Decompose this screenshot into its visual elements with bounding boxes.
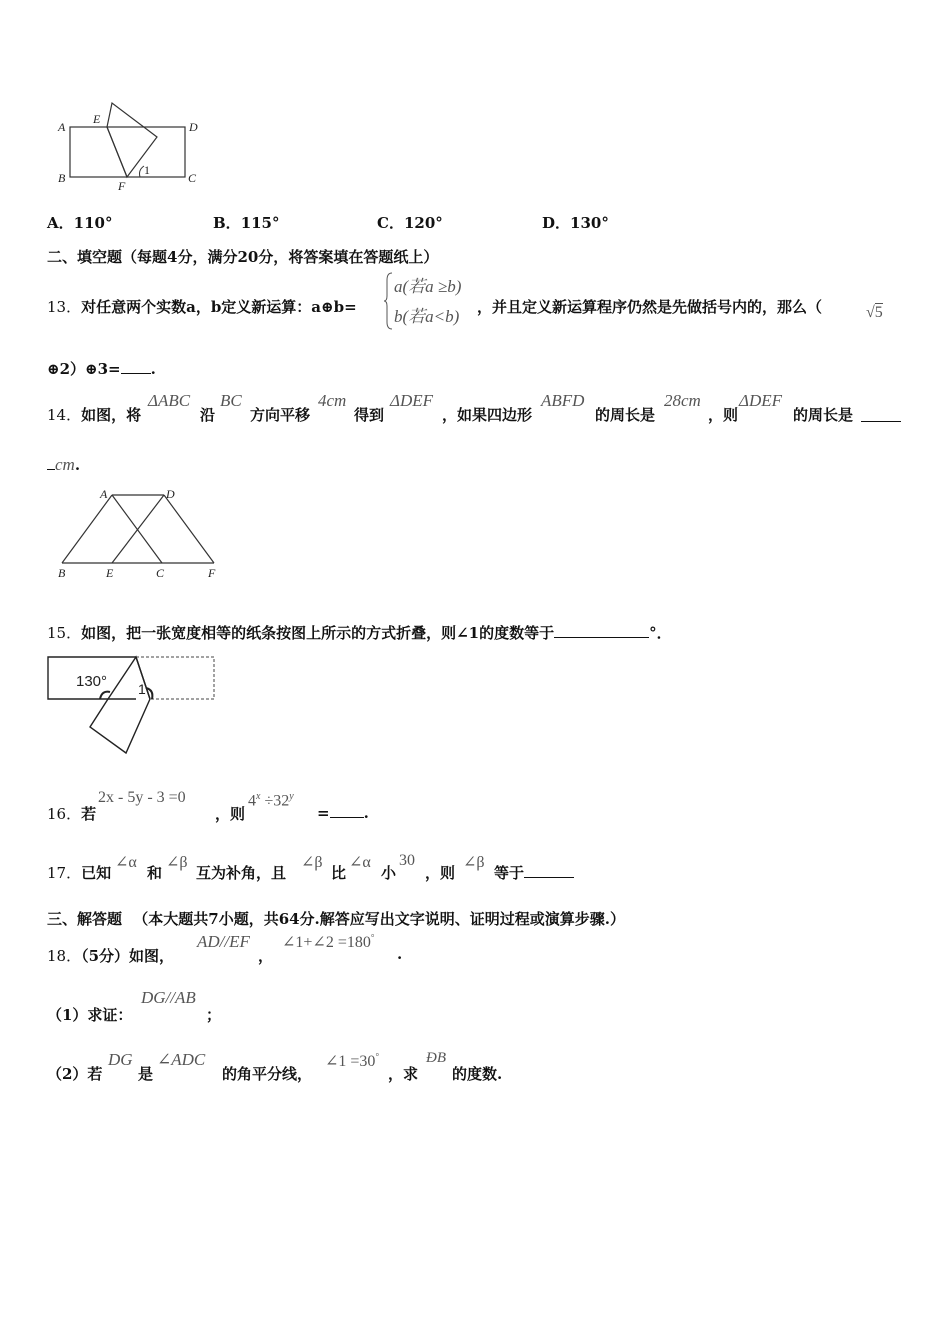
- q16-end: .: [363, 804, 369, 822]
- figure-translated-triangles: [52, 485, 232, 585]
- q14-t1: 如图，将: [81, 406, 142, 424]
- q18-m2: [282, 932, 374, 952]
- q15-number: 15．: [47, 624, 82, 642]
- q18-end: .: [397, 945, 403, 963]
- q14-t7: ，则: [708, 406, 739, 424]
- angle-1-label: 1: [138, 681, 146, 697]
- sqrt-icon: √: [866, 304, 875, 321]
- q17-alpha-2: ∠α: [349, 854, 371, 871]
- q16-exp2: y: [289, 791, 294, 802]
- q14-end: .: [74, 456, 81, 474]
- q18-part2-m1: DG: [108, 1050, 133, 1069]
- q16-number: 16．: [47, 805, 82, 823]
- q16-line: [47, 803, 96, 824]
- q13-case-1: a(若a ≥b): [394, 277, 462, 296]
- q18-m1: AD//EF: [197, 932, 250, 951]
- label-c: C: [156, 566, 165, 580]
- q17-line: [47, 862, 111, 883]
- q18-part2-t4: 的度数.: [452, 1065, 503, 1083]
- q17-number: 17．: [47, 864, 82, 882]
- label-a: A: [58, 120, 66, 134]
- q16-equation: 2x - 5y - 3 =0: [98, 789, 186, 806]
- q17-tail: [494, 862, 574, 883]
- q14-m3: 4cm: [318, 391, 347, 410]
- degree-icon: °: [375, 1051, 380, 1062]
- option-a-value: 110°: [73, 214, 113, 232]
- q17-t5: 小: [381, 864, 397, 882]
- q17-beta: ∠β: [166, 854, 188, 871]
- q13-text-a: 对任意两个实数a，b定义新运算：a⊕b=: [81, 298, 357, 316]
- fold-crease: [107, 127, 127, 177]
- q16-div: ÷32: [264, 792, 290, 810]
- option-b-letter: B．: [213, 214, 241, 232]
- q18-part1-math: DG//AB: [141, 988, 196, 1007]
- q17-beta-3: ∠β: [463, 854, 485, 871]
- label-d: D: [189, 120, 198, 134]
- q15-text: 如图，把一张宽度相等的纸条按图上所示的方式折叠，则∠1的度数等于: [81, 624, 555, 642]
- option-a-letter: A．: [47, 214, 74, 232]
- q13-text-c: ⊕2）⊕3=: [47, 360, 121, 378]
- q14-answer-blank-2[interactable]: [47, 455, 55, 470]
- q16-equals: =: [317, 804, 330, 822]
- q13-text-b: ，并且定义新运算程序仍然是先做括号内的，那么（: [477, 298, 823, 316]
- q18-part1-label: （1）求证：: [47, 1006, 133, 1024]
- q14-t3: 方向平移: [250, 406, 311, 424]
- q15-line: [47, 622, 672, 643]
- section-2-title: 二、填空题（每题4分，满分20分，将答案填在答题纸上）: [47, 248, 439, 266]
- figure-rectangle-fold: [52, 100, 212, 200]
- q18-number: 18．: [47, 947, 82, 965]
- option-b-value: 115°: [240, 214, 280, 232]
- q14-t5: ，如果四边形: [442, 406, 533, 424]
- q17-beta-2: ∠β: [301, 854, 323, 871]
- q17-30: 30: [399, 852, 415, 869]
- label-b: B: [58, 171, 66, 185]
- q14-t2: 沿: [200, 406, 216, 424]
- label-e: E: [93, 112, 101, 126]
- q14-m6: 28cm: [664, 391, 701, 410]
- q14-m2: BC: [220, 391, 242, 410]
- q13-brace: [384, 272, 394, 330]
- q18-part2-t1: 是: [138, 1065, 154, 1083]
- label-d: D: [166, 487, 175, 501]
- q14-answer-blank-1[interactable]: [861, 421, 901, 422]
- q14-m1: ΔABC: [148, 391, 191, 410]
- q18-part2-label: （2）若: [47, 1065, 103, 1083]
- q14-number: 14．: [47, 406, 82, 424]
- q14-unit: cm: [55, 455, 75, 474]
- section-3-title: 三、解答题: [47, 910, 123, 928]
- option-d-letter: D．: [542, 214, 571, 232]
- q14-line2: [47, 455, 80, 475]
- option-a: [47, 212, 112, 233]
- line-ab: [62, 495, 112, 563]
- label-1: 1: [144, 163, 150, 177]
- section-3-heading: [47, 908, 625, 929]
- q13-end: .: [150, 360, 156, 378]
- line-df: [164, 495, 214, 563]
- option-d-value: 130°: [570, 214, 609, 232]
- q16-exp1: x: [256, 791, 261, 802]
- option-c-letter: C．: [377, 214, 404, 232]
- q15-answer-blank[interactable]: [554, 623, 649, 638]
- q17-t4: 比: [331, 864, 347, 882]
- q18-part2-m4: ÐB: [426, 1050, 446, 1066]
- q15-end: °．: [649, 624, 672, 642]
- q17-t6: ，则: [425, 864, 456, 882]
- q14-t6: 的周长是: [595, 406, 656, 424]
- option-c-value: 120°: [403, 214, 443, 232]
- q14-m4: ΔDEF: [390, 391, 434, 410]
- q13-sqrt-value: 5: [874, 304, 883, 321]
- q18-part2-m2: ∠ADC: [157, 1050, 206, 1069]
- q16-answer-blank[interactable]: [330, 803, 364, 818]
- q14-t4: 得到: [354, 406, 385, 424]
- degree-icon: °: [370, 932, 375, 943]
- q14-t8: 的周长是: [793, 406, 854, 424]
- q18-part1-end: ；: [206, 1006, 222, 1024]
- q16-tail: [317, 803, 369, 822]
- q13-line2: [47, 358, 156, 379]
- q18-part2-t2: 的角平分线，: [222, 1065, 313, 1083]
- label-a: A: [100, 487, 108, 501]
- q16-t2: ，则: [215, 805, 246, 823]
- rectangle-abcd: [70, 127, 185, 177]
- angle-130-label: 130°: [76, 673, 108, 690]
- q17-t2: 和: [147, 864, 163, 882]
- q14-line1: [47, 404, 141, 425]
- section-3-note: （本大题共7小题，共64分.解答应写出文字说明、证明过程或演算步骤.）: [133, 910, 626, 928]
- q18-line: [47, 945, 174, 966]
- q17-t7: 等于: [494, 864, 525, 882]
- figure-folded-strip: [46, 652, 226, 762]
- q13-number: 13．: [47, 298, 82, 316]
- q17-answer-blank[interactable]: [524, 863, 574, 878]
- q14-m5: ABFD: [541, 391, 585, 410]
- q18-part2-m3-text: ∠1 =30: [325, 1053, 376, 1070]
- label-b: B: [58, 566, 66, 580]
- q13-line1: [47, 296, 357, 317]
- label-f: F: [208, 566, 216, 580]
- q18-score: （5分）如图，: [81, 947, 175, 965]
- q17-t3: 互为补角，且: [196, 864, 287, 882]
- q13-answer-blank[interactable]: [121, 359, 151, 374]
- q18-comma: ，: [258, 947, 274, 965]
- q17-t1: 已知: [81, 864, 112, 882]
- q16-expression: [248, 791, 294, 810]
- q13-sqrt: [866, 304, 883, 322]
- q18-part2-m3: [325, 1051, 379, 1071]
- label-c: C: [188, 171, 197, 185]
- option-b: [213, 212, 280, 233]
- q17-alpha: ∠α: [115, 854, 137, 871]
- q16-t1: 若: [81, 805, 97, 823]
- label-e: E: [106, 566, 114, 580]
- q18-part2-t3: ，求: [388, 1065, 419, 1083]
- q16-base1: 4: [248, 792, 256, 810]
- label-f: F: [118, 179, 126, 193]
- option-d: [542, 212, 609, 233]
- option-c: [377, 212, 443, 233]
- q18-m2-text: ∠1+∠2 =180: [282, 934, 371, 951]
- q14-m7: ΔDEF: [739, 391, 783, 410]
- q13-case-2: b(若a<b): [394, 307, 460, 326]
